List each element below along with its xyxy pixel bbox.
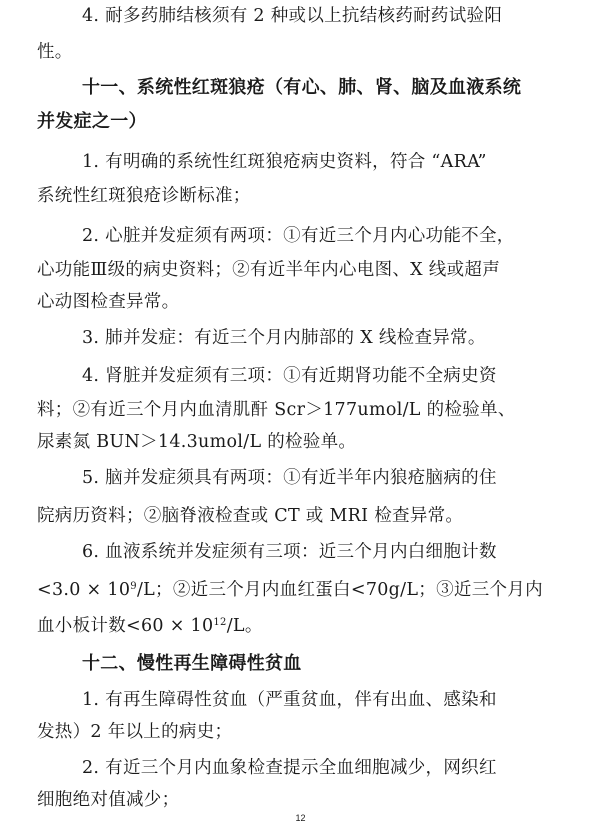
section-heading-aplastic-anemia: 十二、慢性再生障碍性贫血 xyxy=(82,653,302,674)
wbc-exponent: 9 xyxy=(130,581,137,592)
plt-exponent: 12 xyxy=(213,617,227,628)
text-line-item4-tb-cont: 性。 xyxy=(37,42,73,62)
text-line-sle-4: 4. 肾脏并发症须有三项：①有近期肾功能不全病史资 xyxy=(82,366,497,386)
text-line-aa-2: 2. 有近三个月内血象检查提示全血细胞减少，网织红 xyxy=(82,758,497,778)
text-line-sle-6-cont2 xyxy=(37,614,263,638)
text-line-sle-4-cont2: 尿素氮 BUN＞14.3umol/L 的检验单。 xyxy=(37,432,357,452)
text-line-aa-2-cont: 细胞绝对值减少； xyxy=(37,790,180,810)
plt-unit: /L。 xyxy=(226,616,263,636)
text-line-sle-5: 5. 脑并发症须具有两项：①有近半年内狼疮脑病的住 xyxy=(82,468,497,488)
text-line-sle-4-cont1: 料；②有近三个月内血清肌酐 Scr＞177umol/L 的检验单、 xyxy=(37,400,516,420)
wbc-value: <3.0 × 10 xyxy=(37,580,131,600)
text-line-sle-5-cont: 院病历资料；②脑脊液检查或 CT 或 MRI 检查异常。 xyxy=(37,506,464,526)
text-line-aa-1: 1. 有再生障碍性贫血（严重贫血，伴有出血、感染和 xyxy=(82,690,497,710)
text-line-sle-6-cont1 xyxy=(37,578,543,602)
text-line-sle-1: 1. 有明确的系统性红斑狼疮病史资料，符合 “ARA” xyxy=(82,152,487,172)
text-line-sle-3: 3. 肺并发症：有近三个月内肺部的 X 线检查异常。 xyxy=(82,328,486,348)
section-heading-sle-cont: 并发症之一） xyxy=(37,111,147,132)
page-number: 12 xyxy=(295,813,306,823)
text-line-item4-tb: 4. 耐多药肺结核须有 2 种或以上抗结核药耐药试验阳 xyxy=(82,6,503,26)
text-line-sle-2: 2. 心脏并发症须有两项：①有近三个月内心功能不全， xyxy=(82,226,515,246)
text-line-sle-2-cont2: 心动图检查异常。 xyxy=(37,292,180,312)
text-line-sle-2-cont1: 心功能Ⅲ级的病史资料；②有近半年内心电图、X 线或超声 xyxy=(37,260,500,280)
text-line-sle-1-cont: 系统性红斑狼疮诊断标准； xyxy=(37,186,251,206)
text-line-sle-6: 6. 血液系统并发症须有三项：近三个月内白细胞计数 xyxy=(82,542,497,562)
wbc-rest: /L；②近三个月内血红蛋白<70g/L；③近三个月内 xyxy=(136,580,543,600)
section-heading-sle: 十一、系统性红斑狼疮（有心、肺、肾、脑及血液系统 xyxy=(82,77,522,98)
plt-value: 血小板计数<60 × 10 xyxy=(37,616,214,636)
text-line-aa-1-cont: 发热）2 年以上的病史； xyxy=(37,722,233,742)
